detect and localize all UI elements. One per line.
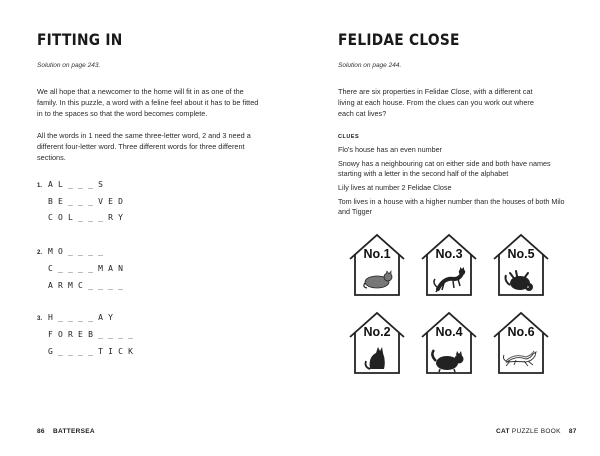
footer-right: [496, 428, 577, 435]
puzzle-word: BE___VED: [48, 197, 129, 206]
cat-fluffy-icon: [432, 350, 463, 372]
house-number: No.2: [363, 325, 391, 339]
solution-ref: Solution on page 243.: [37, 62, 101, 69]
cat-sitting-icon: [366, 347, 385, 369]
puzzle-word: ARMC____: [48, 281, 129, 290]
solution-ref: Solution on page 244.: [338, 62, 402, 69]
page-number: 87: [568, 428, 577, 435]
puzzle-word: AL___S: [48, 180, 109, 189]
house-no3: [420, 233, 478, 298]
house-outline-icon: [348, 311, 406, 376]
clue-item: Tom lives in a house with a higher number than the houses of both Milo and Tigger: [338, 197, 565, 216]
footer-brand: BATTERSEA: [52, 428, 95, 435]
puzzle-number: 2.: [37, 250, 43, 256]
cat-lying-icon: [364, 271, 392, 288]
page-number: 86: [37, 428, 45, 435]
clues-heading: CLUES: [338, 134, 360, 140]
puzzle-number: 3.: [37, 316, 43, 322]
cat-playing-icon: [506, 271, 534, 291]
house-number: No.4: [435, 325, 463, 339]
puzzle-word: G____TICK: [48, 347, 139, 356]
puzzle-word: H____AY: [48, 313, 119, 322]
house-outline-icon: [348, 233, 406, 298]
house-no6: [492, 311, 550, 376]
house-outline-icon: [492, 311, 550, 376]
puzzle-word: MO____: [48, 247, 109, 256]
clue-item: Lily lives at number 2 Felidae Close: [338, 183, 452, 192]
book-title-a: CAT: [496, 428, 510, 435]
puzzle-word: COL___RY: [48, 213, 129, 222]
intro-paragraph: We all hope that a newcomer to the home will fit in as one of the family. In this puzzle, a word with a feline feel about it has to be fitted in to the spaces so that the word becomes complete.: [37, 87, 259, 118]
puzzle-word: FOREB____: [48, 330, 139, 339]
intro-paragraph: There are six properties in Felidae Close, with a different cat living at each house. From the clues can you work out where each cat lives?: [338, 87, 534, 118]
cat-stretching-icon: [434, 267, 465, 292]
house-no2: [348, 311, 406, 376]
page-title: FITTING IN: [37, 30, 123, 49]
clue-item: Snowy has a neighbouring cat on either side and both have names starting with a letter in the second half of the alphabet: [338, 159, 551, 178]
house-outline-icon: [420, 233, 478, 298]
footer-left: [37, 428, 95, 435]
right-page: [300, 0, 600, 456]
house-number: No.3: [435, 247, 463, 261]
book-title-b: PUZZLE BOOK: [511, 428, 561, 435]
house-no4: [420, 311, 478, 376]
puzzle-number: 1.: [37, 183, 43, 189]
house-no1: [348, 233, 406, 298]
puzzle-word: C____MAN: [48, 264, 129, 273]
clue-item: Flo's house has an even number: [338, 145, 443, 154]
page-title: FELIDAE CLOSE: [338, 30, 460, 49]
house-no5: [492, 233, 550, 298]
house-number: No.1: [363, 247, 391, 261]
house-outline-icon: [420, 311, 478, 376]
house-number: No.5: [507, 247, 535, 261]
house-number: No.6: [507, 325, 535, 339]
cat-leaping-icon: [503, 351, 536, 366]
house-outline-icon: [492, 233, 550, 298]
instructions-paragraph: All the words in 1 need the same three-letter word, 2 and 3 need a different four-letter word. Three different words for three different sections.: [37, 131, 251, 162]
